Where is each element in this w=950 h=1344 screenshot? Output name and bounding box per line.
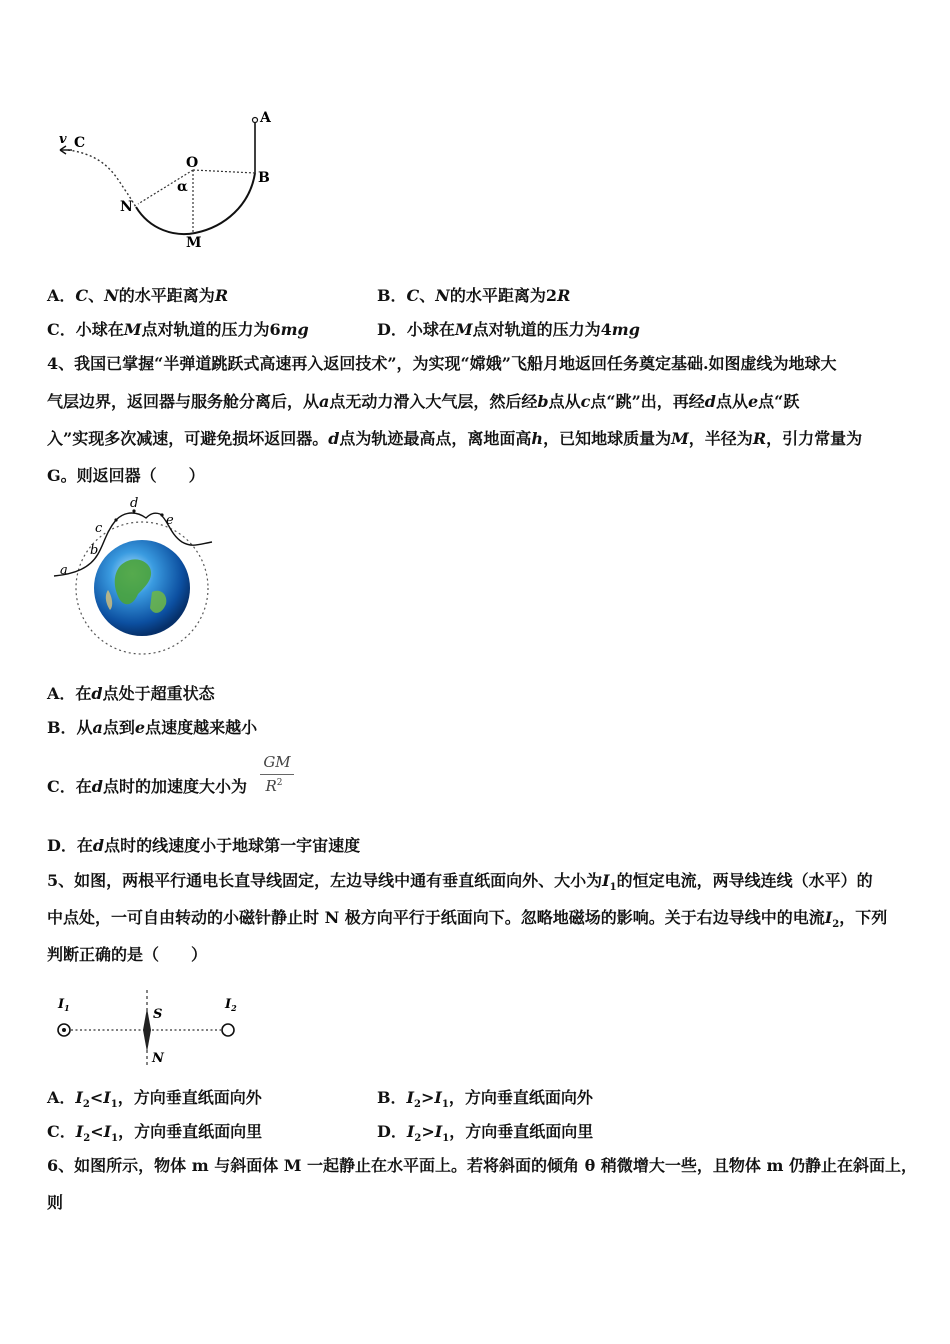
right-wire <box>222 1024 234 1036</box>
q4-option-b[interactable]: B．从a点到e点速度越来越小 <box>47 718 258 737</box>
fig-label-e: e <box>166 513 174 528</box>
label-s: S <box>153 1007 163 1022</box>
fig-label-d: d <box>130 496 139 511</box>
fraction-denominator: $R^2$ <box>265 777 283 795</box>
label-m: M <box>186 235 202 250</box>
fig-label-a: a <box>60 563 68 578</box>
q5-line-1: 5、如图，两根平行通电长直导线固定，左边导线中通有垂直纸面向外、大小为$I_1$的恒定电流，两导线连线（水平）的 <box>47 871 873 894</box>
compass-needle <box>143 1008 151 1052</box>
circular-track <box>136 173 255 234</box>
label-alpha: α <box>177 179 188 195</box>
fraction-bar <box>260 774 294 775</box>
label-i2: $I_2$ <box>225 997 237 1013</box>
q5-option-d[interactable]: D．$I_2>I_1$，方向垂直纸面向里 <box>377 1122 594 1145</box>
q5-option-c[interactable]: C．$I_2<I_1$，方向垂直纸面向里 <box>47 1122 263 1145</box>
q3-option-d[interactable]: D．小球在M点对轨道的压力为4mg <box>377 320 640 339</box>
q6-line-2: 则 <box>47 1193 64 1212</box>
q4-line-4: G。则返回器（ ） <box>47 466 205 485</box>
earth-figure <box>50 496 220 662</box>
q4-option-d[interactable]: D．在d点时的线速度小于地球第一宇宙速度 <box>47 836 361 855</box>
label-i1: $I_1$ <box>58 997 70 1013</box>
label-a: A <box>260 110 271 126</box>
q5-option-b[interactable]: B．$I_2>I_1$，方向垂直纸面向外 <box>377 1088 593 1111</box>
q6-line-1: 6、如图所示，物体 m 与斜面体 M 一起静止在水平面上。若将斜面的倾角 θ 稍微增大一些，且物体 m 仍静止在斜面上， <box>47 1156 917 1175</box>
track-figure <box>50 105 280 250</box>
label-c: C <box>74 135 86 151</box>
q5-line-3: 判断正确的是（ ） <box>47 945 208 964</box>
q4-line-1: 4、我国已掌握“半弹道跳跃式高速再入返回技术”，为实现“嫦娥”飞船月地返回任务奠定基础.如图虚线为地球大 <box>47 354 837 373</box>
q4-option-a[interactable]: A．在d点处于超重状态 <box>47 684 215 703</box>
q4-option-c[interactable]: C．在d点时的加速度大小为 <box>47 777 247 796</box>
label-v: v <box>59 132 67 147</box>
fig-label-b: b <box>90 543 99 558</box>
q3-option-c[interactable]: C．小球在M点对轨道的压力为6mg <box>47 320 309 339</box>
q3-option-b[interactable]: B．C、N的水平距离为2R <box>377 286 571 305</box>
fig-label-c: c <box>95 521 103 536</box>
wires-figure <box>50 988 250 1068</box>
q3-option-a[interactable]: A．C、N的水平距离为R <box>47 286 229 305</box>
q4-line-2: 气层边界，返回器与服务舱分离后，从a点无动力滑入大气层，然后经b点从c点“跳”出，再经d点从e点“跃 <box>47 392 800 411</box>
q4-line-3: 入”实现多次减速，可避免损坏返回器。d点为轨迹最高点，离地面高h，已知地球质量为M，半径为R，引力常量为 <box>47 429 863 448</box>
label-b: B <box>258 170 270 186</box>
q5-option-a[interactable]: A．$I_2<I_1$，方向垂直纸面向外 <box>47 1088 262 1111</box>
label-n: N <box>120 199 133 215</box>
fraction-numerator: GM <box>263 753 291 771</box>
label-o: O <box>186 155 199 171</box>
q5-line-2: 中点处，一可自由转动的小磁针静止时 N 极方向平行于纸面向下。忽略地磁场的影响。关于右边导线中的电流$I_2$，下列 <box>47 908 888 931</box>
label-n-pole: N <box>152 1051 164 1066</box>
